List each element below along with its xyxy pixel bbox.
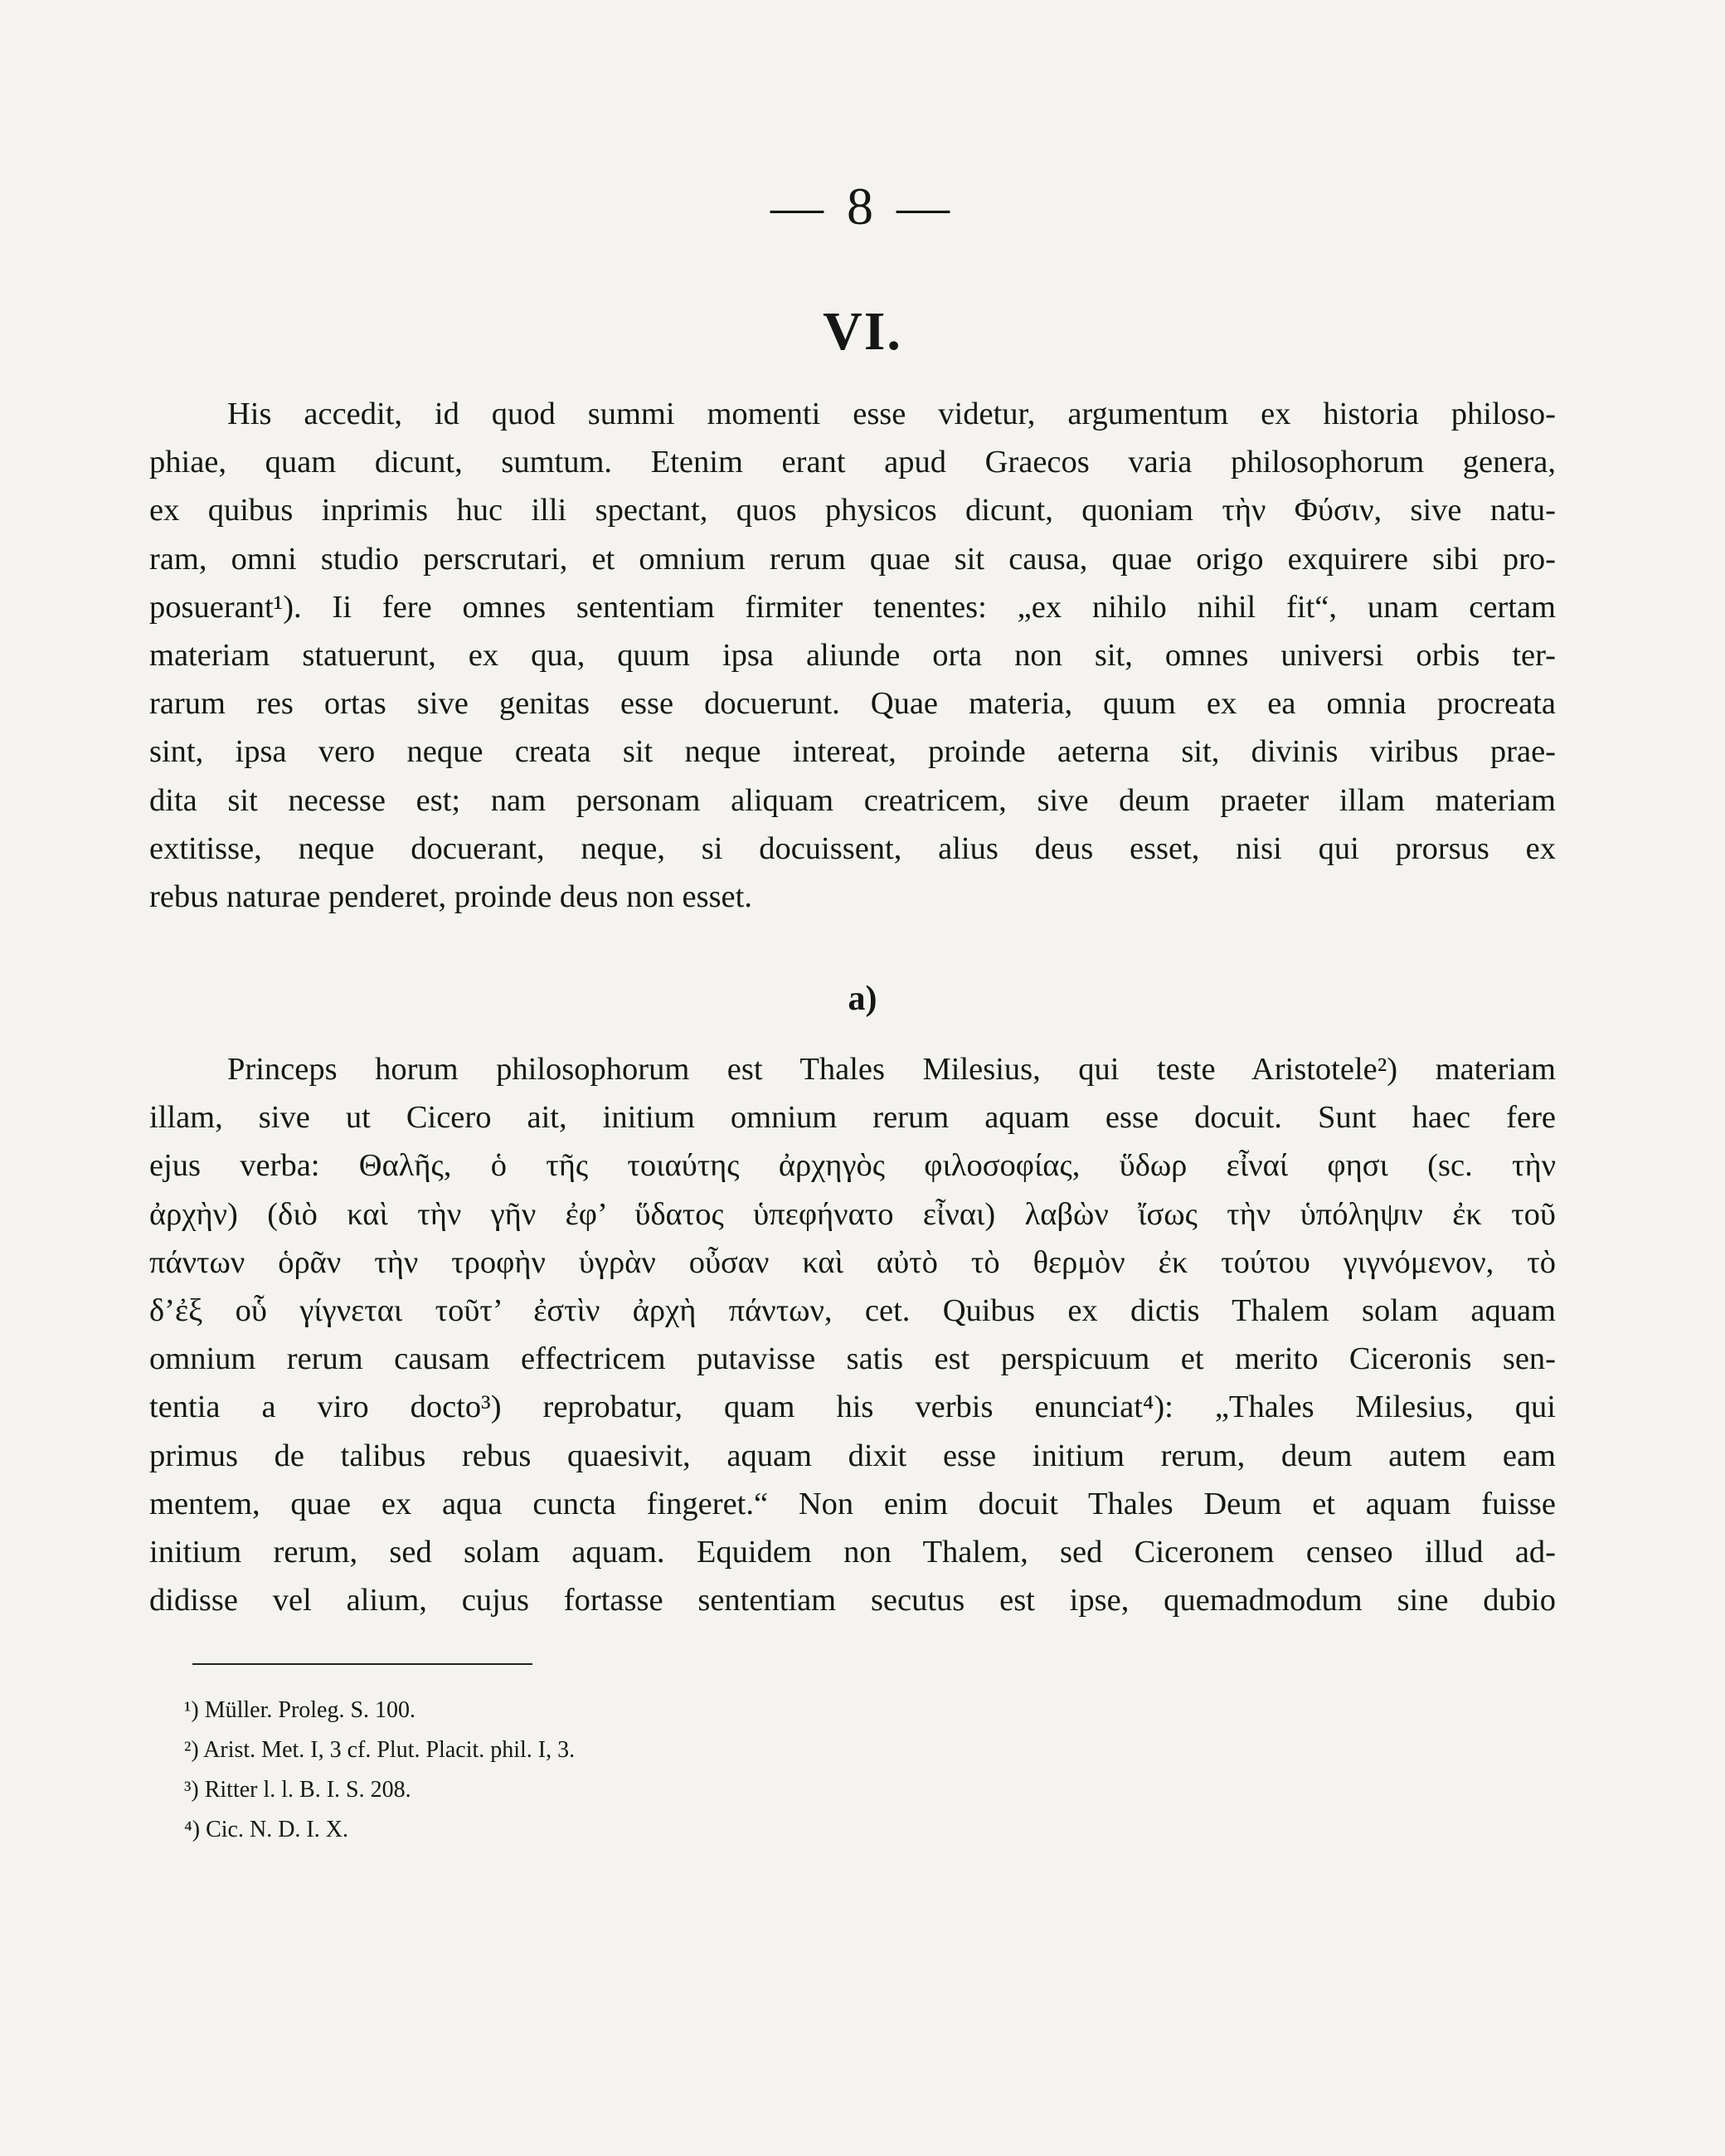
text-line: extitisse, neque docuerant, neque, si docuissent, alius deus esset, nisi qui prorsus ex [149,830,1556,866]
text-line: initium rerum, sed solam aquam. Equidem non Thalem, sed Ciceronem censeo illud ad- [149,1535,1556,1570]
footnote: ⁴) Cic. N. D. I. X. [184,1817,348,1842]
text-line: dita sit necesse est; nam personam aliquam creatricem, sive deum praeter illam materiam [149,782,1556,818]
footnote: ³) Ritter l. l. B. I. S. 208. [184,1777,411,1803]
text-line: materiam statuerunt, ex qua, quum ipsa aliunde orta non sit, omnes universi orbis ter- [149,638,1556,674]
subsection-heading: a) [848,980,877,1018]
page-number: — 8 — [770,177,955,236]
text-line: His accedit, id quod summi momenti esse videtur, argumentum ex historia philoso- [227,397,1556,431]
text-line: ram, omni studio perscrutari, et omnium rerum quae sit causa, quae origo exquirere sibi pro- [149,541,1556,577]
text-line: πάντων ὁρᾶν τὴν τροφὴν ὑγρὰν οὖσαν καὶ αὐτὸ τὸ θερμὸν ἐκ τούτου γιγνόμενον, τὸ [149,1244,1556,1280]
footnotes [184,1691,575,1850]
footnote: ²) Arist. Met. I, 3 cf. Plut. Placit. phil. I, 3. [184,1737,576,1763]
text-line: sint, ipsa vero neque creata sit neque intereat, proinde aeterna sit, divinis viribus prae- [149,734,1556,770]
text-line: mentem, quae ex aqua cuncta fingeret.“ Non enim docuit Thales Deum et aquam fuisse [149,1486,1556,1521]
text-line: rarum res ortas sive genitas esse docuerunt. Quae materia, quum ex ea omnia procreata [149,686,1556,722]
text-line: didisse vel alium, cujus fortasse sententiam secutus est ipse, quemadmodum sine dubio [149,1583,1556,1618]
footnote-divider [192,1663,532,1665]
text-line: ejus verba: Θαλῆς, ὁ τῆς τοιαύτης ἀρχηγὸς φιλοσοφίας, ὕδωρ εἶναί φησι (sc. τὴν [149,1148,1556,1184]
text-line: Princeps horum philosophorum est Thales Milesius, qui teste Aristotele²) materiam [227,1052,1556,1087]
text-line: tentia a viro docto³) reprobatur, quam his verbis enunciat⁴): „Thales Milesius, qui [149,1389,1556,1425]
text-line: δ’ἐξ οὗ γίγνεται τοῦτ’ ἐστὶν ἀρχὴ πάντων, cet. Quibus ex dictis Thalem solam aquam [149,1293,1556,1329]
text-line: posuerant¹). Ii fere omnes sententiam firmiter tenentes: „ex nihilo nihil fit“, unam certam [149,589,1556,625]
paragraph-intro [149,390,1556,921]
text-line: primus de talibus rebus quaesivit, aquam dixit esse initium rerum, deum autem eam [149,1438,1556,1473]
section-heading: VI. [823,301,902,362]
text-line: phiae, quam dicunt, sumtum. Etenim erant apud Graecos varia philosophorum genera, [149,445,1556,480]
text-line: ex quibus inprimis huc illi spectant, quos physicos dicunt, quoniam τὴν Φύσιν, sive natu- [149,493,1556,528]
text-line: illam, sive ut Cicero ait, initium omnium rerum aquam esse docuit. Sunt haec fere [149,1100,1556,1136]
footnote: ¹) Müller. Proleg. S. 100. [184,1697,416,1723]
text-line: omnium rerum causam effectricem putavisse satis est perspicuum et merito Ciceronis sen- [149,1341,1556,1377]
text-line: ἀρχὴν) (διὸ καὶ τὴν γῆν ἐφ’ ὕδατος ὑπεφήνατο εἶναι) λαβὼν ἴσως τὴν ὑπόληψιν ἐκ τοῦ [149,1196,1556,1232]
paragraph-thales [149,1045,1556,1624]
text-line: rebus naturae penderet, proinde deus non esset. [149,879,752,915]
